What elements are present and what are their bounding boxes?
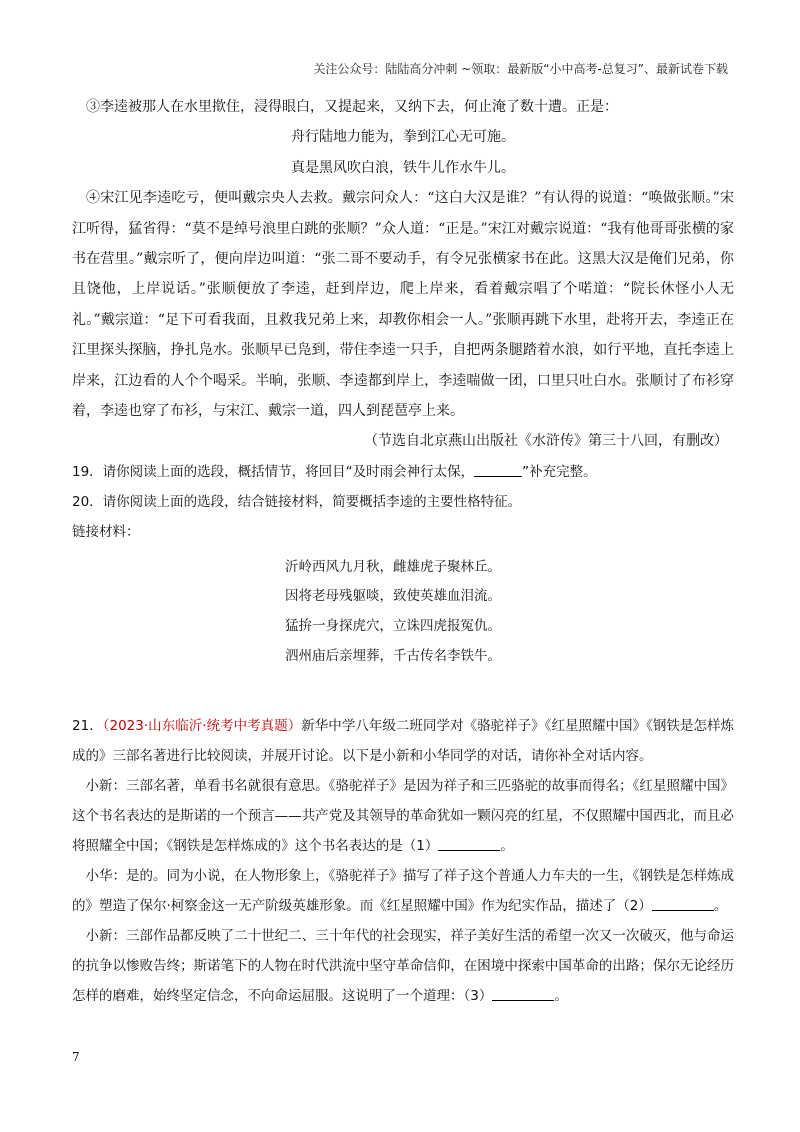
page-number: 7 (72, 1050, 80, 1064)
dialogue-xiaoxin-2 (72, 921, 734, 1011)
dialogue-xiaohua (72, 861, 734, 921)
answer-blank-2 (652, 896, 714, 911)
answer-blank (474, 462, 522, 477)
verse-line-2: 真是黑风吹白浪，铁牛儿作水牛儿。 (291, 159, 515, 176)
poem-line: 因将老母残躯啖，致使英雄血泪流。 (285, 588, 501, 605)
link-material-label: 链接材料： (72, 523, 140, 540)
page-header: 关注公众号：陆陆高分冲刺 ~领取：最新版“小中高考-总复习”、最新试卷下载 (313, 62, 728, 76)
question-20: 20．请你阅读上面的选段，结合链接材料，简要概括李逵的主要性格特征。 (72, 493, 522, 510)
question-19 (72, 457, 734, 487)
question-19-text: 19．请你阅读上面的选段，概括情节，将回目“及时雨会神行太保， (72, 463, 475, 480)
answer-blank-1 (438, 836, 500, 851)
dialogue-xiaoxin-1 (72, 771, 734, 861)
blank-label-2: （2） (616, 898, 652, 915)
dialogue-end: 。 (713, 898, 728, 915)
question-21-intro (72, 711, 734, 771)
question-21 (72, 711, 734, 1011)
verse-line-1: 舟行陆地力能为，拳到江心无可施。 (291, 129, 515, 146)
passage-paragraph-4: ④宋江见李逵吃亏，便叫戴宗央人去救。戴宗问众人：“这白大汉是谁？”有认得的说道：“唤做张顺。”宋江听得，猛省得：“莫不是绰号浪里白跳的张顺？”众人道：“正是。”宋江对戴宗说道：“我有他哥哥张横的家书在营里。”戴宗听了，便向岸边叫道：“张二哥不要动手，有令兄张横家书在此。这黑大汉是俺们兄弟，你且饶他，上岸说话。”张顺便放了李逵，赶到岸边，爬上岸来，看着戴宗唱了个喏道：“院长休怪小人无礼。”戴宗道：“足下可看我面，且救我兄弟上来，却教你相会一人。”张顺再跳下水里，赴将开去，李逵正在江里探头探脑，挣扎凫水。张顺早已凫到，带住李逵一只手，自把两条腿踏着水浪，如行平地，直托李逵上岸来，江边看的人个个喝采。半晌，张顺、李逵都到岸上，李逵喘做一团，口里只吐白水。张顺讨了布衫穿着，李逵也穿了布衫，与宋江、戴宗一道，四人到琵琶亭上来。 (72, 190, 734, 420)
dialogue-text: 小华：是的。同为小说，在人物形象上，《骆驼祥子》描写了祥子这个普通人力车夫的一生，《钢铁是怎样炼成的》塑造了保尔·柯察金这一无产阶级英雄形象。而《红星照耀中国》作为纪实作品，描述了 (72, 868, 734, 915)
poem-line: 泗州庙后亲埋葬，千古传名李铁牛。 (285, 647, 501, 664)
dialogue-end: 。 (500, 838, 514, 855)
answer-blank-3 (492, 986, 554, 1001)
link-poem (72, 553, 734, 671)
question-21-number: 21． (72, 718, 103, 735)
passage-source: （节选自北京燕山出版社《水浒传》第三十八回，有删改） (364, 433, 728, 450)
document-body (72, 92, 734, 1011)
dialogue-text: 小新：三部名著，单看书名就很有意思。《骆驼祥子》是因为祥子和三匹骆驼的故事而得名；《红星照耀中国》这个书名表达的是斯诺的一个预言——共产党及其领导的革命犹如一颗闪亮的红星，不仅照耀中国西北，而且必将照耀全中国；《钢铁是怎样炼成的》这个书名表达的是（1） (72, 778, 734, 855)
question-21-text: 新华中学八年级二班同学对《骆驼祥子》《红星照耀中国》《钢铁是怎样炼成的》三部名著进行比较阅读，并展开讨论。以下是小新和小华同学的对话，请你补全对话内容。 (72, 718, 734, 765)
poem-line: 猛拚一身探虎穴，立诛四虎报冤仇。 (285, 618, 501, 635)
dialogue-end: 。 (554, 988, 568, 1005)
question-19-end: ”补充完整。 (522, 463, 597, 480)
passage-paragraph-3: ③李逵被那人在水里揿住，浸得眼白，又提起来，又纳下去，何止淹了数十遭。正是： (86, 99, 618, 115)
dialogue-text: 小新：三部作品都反映了二十世纪二、三十年代的社会现实，祥子美好生活的希望一次又一次破灭，他与命运的抗争以惨败告终；斯诺笔下的人物在时代洪流中坚守革命信仰，在困境中探索中国革命的出路；保尔无论经历怎样的磨难，始终坚定信念，不向命运屈服。这说明了一个道理：（3） (72, 928, 734, 1005)
question-source: （2023·山东临沂·统考中考真题） (102, 718, 302, 735)
poem-line: 沂岭西风九月秋，雌雄虎子聚林丘。 (285, 558, 501, 575)
